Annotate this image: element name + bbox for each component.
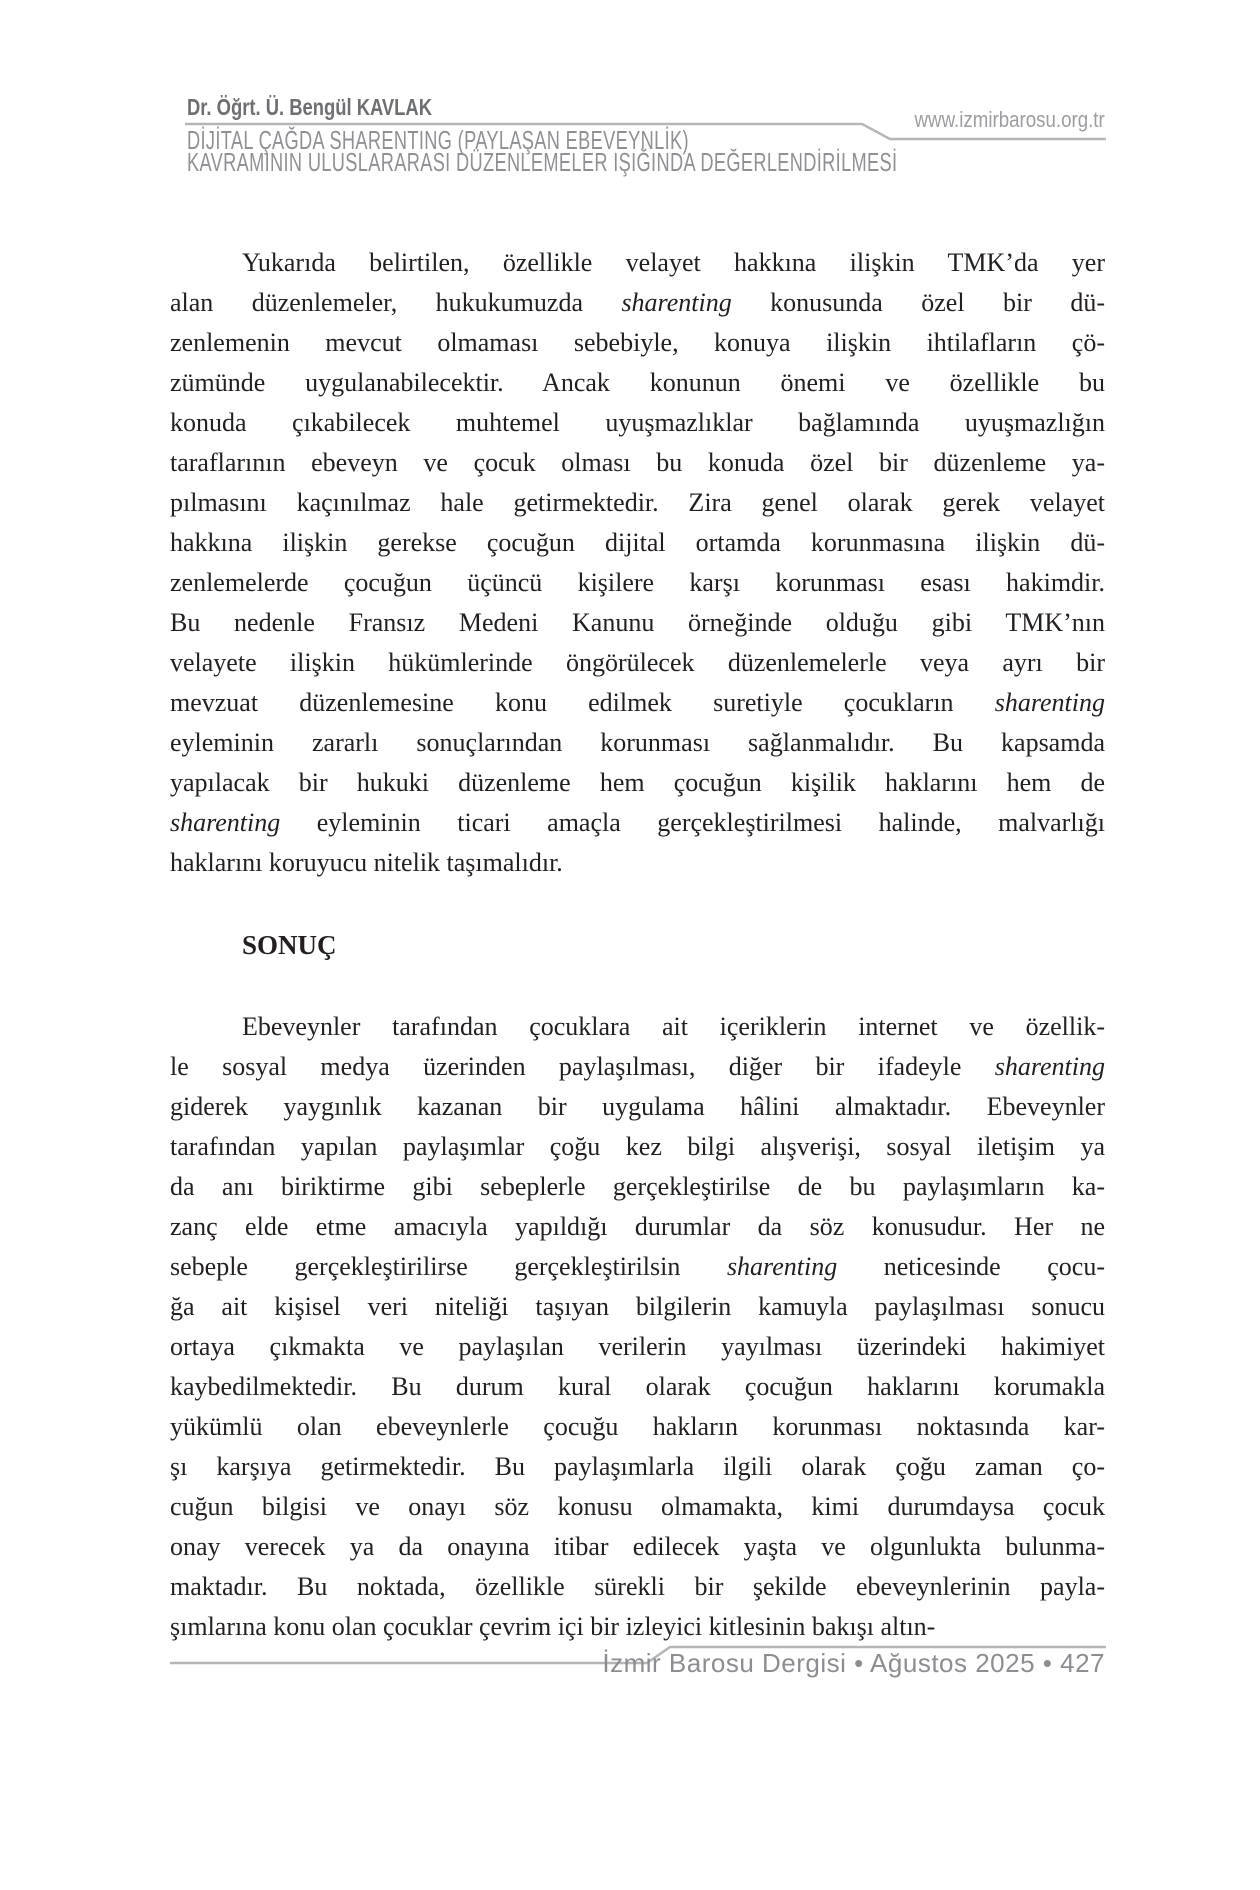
author-name: Dr. Öğrt. Ü. Bengül KAVLAK: [187, 94, 432, 120]
section-heading-sonuc: SONUÇ: [242, 930, 337, 960]
journal-footer-info: İzmir Barosu Dergisi • Ağustos 2025 • 427: [602, 1648, 1105, 1678]
text-line: cuğun bilgisi ve onayı söz konusu olmamakta, kimi durumdaysa çocuk: [170, 1492, 1105, 1521]
text-line: zanç elde etme amacıyla yapıldığı durumlar da söz konusudur. Her ne: [170, 1212, 1105, 1241]
text-line: Bu nedenle Fransız Medeni Kanunu örneğinde olduğu gibi TMK’nın: [170, 608, 1105, 637]
paragraph-1: [170, 243, 1105, 883]
text-line: Yukarıda belirtilen, özellikle velayet hakkına ilişkin TMK’da yer: [242, 248, 1105, 277]
text-line: eyleminin zararlı sonuçlarından korunması sağlanmalıdır. Bu kapsamda: [170, 728, 1105, 757]
text-line: pılmasını kaçınılmaz hale getirmektedir. Zira genel olarak gerek velayet: [170, 488, 1105, 517]
text-line: kaybedilmektedir. Bu durum kural olarak çocuğun haklarını korumakla: [170, 1372, 1105, 1401]
text-line: alan düzenlemeler, hukukumuzda sharenting konusunda özel bir dü-: [170, 288, 1105, 317]
website-url: www.izmirbarosu.org.tr: [914, 107, 1105, 132]
text-line: maktadır. Bu noktada, özellikle sürekli bir şekilde ebeveynlerinin payla-: [170, 1572, 1105, 1601]
text-line: le sosyal medya üzerinden paylaşılması, diğer bir ifadeyle sharenting: [170, 1052, 1105, 1081]
text-line: konuda çıkabilecek muhtemel uyuşmazlıklar bağlamında uyuşmazlığın: [170, 408, 1105, 437]
text-line: yapılacak bir hukuki düzenleme hem çocuğun kişilik haklarını hem de: [170, 768, 1105, 797]
paragraph-2: [170, 1007, 1105, 1647]
text-line: taraflarının ebeveyn ve çocuk olması bu konuda özel bir düzenleme ya-: [170, 448, 1105, 477]
text-line: sebeple gerçekleştirilirse gerçekleştirilsin sharenting neticesinde çocu-: [170, 1252, 1105, 1281]
text-line: da anı biriktirme gibi sebeplerle gerçekleştirilse de bu paylaşımların ka-: [170, 1172, 1105, 1201]
article-body: [170, 243, 1105, 1647]
text-line: şımlarına konu olan çocuklar çevrim içi bir izleyici kitlesinin bakışı altın-: [170, 1612, 936, 1641]
text-line: velayete ilişkin hükümlerinde öngörülecek düzenlemelerle veya ayrı bir: [170, 648, 1105, 677]
text-line: zenlemelerde çocuğun üçüncü kişilere karşı korunması esası hakimdir.: [170, 568, 1105, 597]
text-line: onay verecek ya da onayına itibar edilecek yaşta ve olgunlukta bulunma-: [170, 1532, 1105, 1561]
text-line: giderek yaygınlık kazanan bir uygulama hâlini almaktadır. Ebeveynler: [170, 1092, 1105, 1121]
paper-title-line2: KAVRAMININ ULUSLARARASI DÜZENLEMELER IŞIĞINDA DEĞERLENDİRİLMESİ: [187, 147, 898, 177]
text-line: hakkına ilişkin gerekse çocuğun dijital ortamda korunmasına ilişkin dü-: [170, 528, 1105, 557]
text-line: sharenting eyleminin ticari amaçla gerçekleştirilmesi halinde, malvarlığı: [170, 808, 1105, 837]
text-line: Ebeveynler tarafından çocuklara ait içeriklerin internet ve özellik-: [242, 1012, 1105, 1041]
text-line: haklarını koruyucu nitelik taşımalıdır.: [170, 848, 563, 877]
text-line: ortaya çıkmakta ve paylaşılan verilerin yayılması üzerindeki hakimiyet: [170, 1332, 1105, 1361]
text-line: ğa ait kişisel veri niteliği taşıyan bilgilerin kamuyla paylaşılması sonucu: [170, 1292, 1105, 1321]
text-line: tarafından yapılan paylaşımlar çoğu kez bilgi alışverişi, sosyal iletişim ya: [170, 1132, 1105, 1161]
text-line: zenlemenin mevcut olmaması sebebiyle, konuya ilişkin ihtilafların çö-: [170, 328, 1105, 357]
text-line: yükümlü olan ebeveynlerle çocuğu hakların korunması noktasında kar-: [170, 1412, 1105, 1441]
text-line: şı karşıya getirmektedir. Bu paylaşımlarla ilgili olarak çoğu zaman ço-: [170, 1452, 1105, 1481]
paper-title-line1: DİJİTAL ÇAĞDA SHARENTING (PAYLAŞAN EBEVEYNLİK): [187, 125, 689, 155]
text-line: zümünde uygulanabilecektir. Ancak konunun önemi ve özellikle bu: [170, 368, 1105, 397]
text-line: mevzuat düzenlemesine konu edilmek suretiyle çocukların sharenting: [170, 688, 1105, 717]
